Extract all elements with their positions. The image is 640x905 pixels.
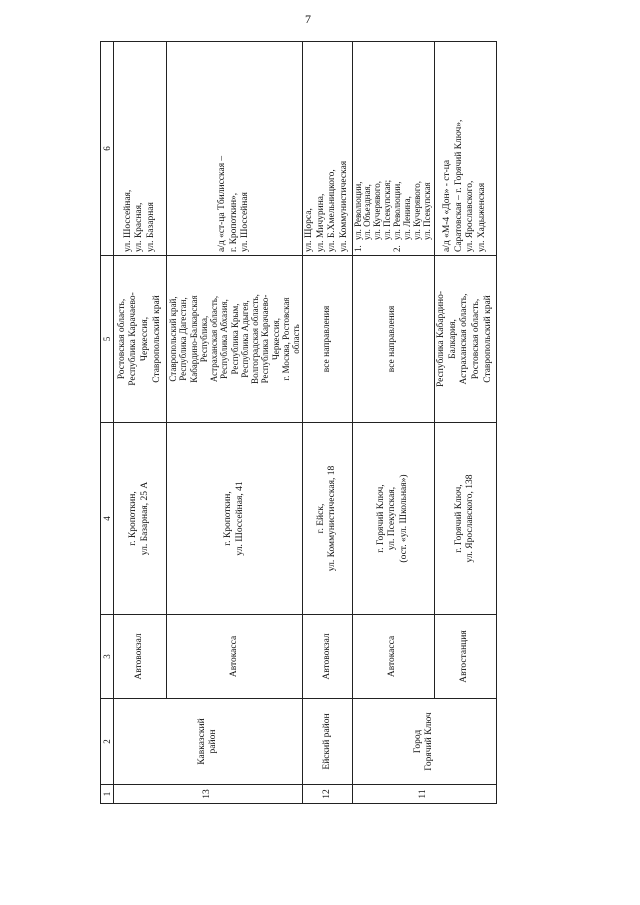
destination-line: Республика, <box>198 315 209 363</box>
row-number: 11 <box>352 785 496 804</box>
destination-line: Республика Адыгея, <box>239 300 250 378</box>
row-number: 12 <box>303 785 352 804</box>
route-line: ул. Шоссейная, <box>122 189 133 252</box>
area-cell: Ейский район <box>303 699 352 785</box>
destination-line: Ростовская область, <box>470 298 481 380</box>
header-col-6: 6 <box>101 42 114 256</box>
destination-line: Республика Карачаево- <box>260 294 271 384</box>
route-line: ул. Коммунистическая <box>338 160 349 252</box>
area-cell <box>352 699 496 785</box>
station-type-cell: Автовокзал <box>114 615 167 699</box>
header-col-1: 1 <box>101 785 114 804</box>
address-cell <box>303 423 352 615</box>
area-cell <box>114 699 303 785</box>
route-line: ул. Ярославского, <box>465 180 476 252</box>
header-row <box>101 42 114 804</box>
address-line: г. Горячий Ключ, <box>453 484 464 553</box>
route-line: ул. Б.Хмельницкого, <box>327 169 338 252</box>
route-list-number: 2. <box>392 245 403 252</box>
route-line: ул. Базарная <box>145 202 156 252</box>
area-line: Город <box>412 729 423 754</box>
destination-line: Республика Крым, <box>229 303 240 375</box>
destination-line: Балкария, <box>447 319 458 359</box>
address-line: ул. Псекупская, <box>387 486 398 551</box>
route-cell <box>434 42 496 256</box>
station-type-cell: Автокасса <box>167 615 303 699</box>
address-line: г. Горячий Ключ, <box>375 484 386 553</box>
route-line: ул. Мичурина, <box>315 193 326 252</box>
destination-line: Ставропольский край, <box>168 296 178 382</box>
destination-line: Черкессия, <box>270 318 281 360</box>
station-type-cell: Автовокзал <box>303 615 352 699</box>
route-line: ул. Шоссейная <box>240 192 251 252</box>
destination-line: г. Москва, Ростовская <box>280 297 291 381</box>
table-row <box>352 42 434 804</box>
route-line: Саратовская – г. Горячий Ключ», <box>453 119 464 252</box>
address-cell <box>114 423 167 615</box>
station-type-cell: Автостанция <box>434 615 496 699</box>
address-cell <box>352 423 434 615</box>
route-line: ул. Псекупская <box>421 182 432 240</box>
routes-table <box>100 41 497 804</box>
table-row <box>114 42 167 804</box>
address-line: г. Кропоткин, <box>128 491 139 546</box>
route-line: ул. Псекупская; <box>382 179 393 240</box>
destination-line: Республика Карачаево- <box>128 292 139 386</box>
route-line: ул. Ленина, <box>402 196 413 240</box>
route-cell <box>352 42 434 256</box>
area-line: район <box>208 729 219 754</box>
area-line: Горячий Ключ <box>424 712 435 771</box>
destination-line: Республика Дагестан, <box>178 297 189 381</box>
route-line: ул. Кучерявого, <box>411 181 422 240</box>
address-line: г. Кропоткин, <box>223 491 234 546</box>
destination-line: Ставропольский край <box>482 295 493 383</box>
row-number: 13 <box>114 785 303 804</box>
route-list-item <box>423 45 433 252</box>
route-line: ул. Кучерявого, <box>372 181 383 240</box>
route-line: ул. Хадыженская <box>476 182 487 252</box>
route-cell <box>303 42 352 256</box>
destination-line: Черкессия, <box>140 316 150 362</box>
header-col-3: 3 <box>101 615 114 699</box>
address-line: ул. Шоссейная, 41 <box>234 481 245 556</box>
address-line: ул. Ярославского, 138 <box>465 474 476 563</box>
destinations-cell: все направления <box>303 256 352 423</box>
route-cell <box>167 42 303 256</box>
destinations-cell <box>114 256 167 423</box>
route-cell <box>114 42 167 256</box>
destination-line: Ставропольский край <box>151 295 162 383</box>
destinations-cell <box>167 256 303 423</box>
route-line: ул. Революции, <box>392 181 403 240</box>
rotated-table-container <box>100 42 493 804</box>
table-row <box>167 42 303 804</box>
destination-line: Республика Абхазия, <box>219 299 230 379</box>
destination-line: Астраханская область, <box>459 293 470 385</box>
route-line: а/д «М-4 «Дон» - ст-ца <box>442 159 453 252</box>
route-line: г. Кропоткин», <box>228 192 239 252</box>
address-cell <box>434 423 496 615</box>
destinations-cell <box>434 256 496 423</box>
route-line: ул. Красная, <box>134 202 145 252</box>
destination-line: Ростовская область, <box>116 298 127 380</box>
destinations-cell: все направления <box>352 256 434 423</box>
table-row <box>434 42 496 804</box>
route-line: ул. Объездная, <box>362 184 373 240</box>
route-line: ул. Революции, <box>352 181 363 240</box>
header-col-4: 4 <box>101 423 114 615</box>
destination-line: Астраханская область, <box>209 295 219 383</box>
route-list-number: 1. <box>352 245 363 252</box>
address-cell <box>167 423 303 615</box>
route-line: а/д «ст-ца Тбилисская – <box>217 155 228 252</box>
station-type-cell: Автокасса <box>352 615 434 699</box>
area-line: Кавказский <box>196 718 207 765</box>
header-col-5: 5 <box>101 256 114 423</box>
destination-line: область <box>291 324 301 354</box>
address-line: ул. Базарная, 25 А <box>140 481 150 556</box>
address-line: ул. Коммунистическая, 18 <box>327 465 338 572</box>
destination-line: Волгоградская область, <box>250 294 260 384</box>
page-number: 7 <box>305 12 311 26</box>
address-line: (ост. «ул. Школьная») <box>398 474 409 563</box>
destination-line: Кабардино-Балкарская <box>188 295 199 383</box>
table-row <box>303 42 352 804</box>
destination-line: Республика Кабардино- <box>436 290 447 388</box>
route-line: ул. Щорса, <box>304 208 315 252</box>
header-col-2: 2 <box>101 699 114 785</box>
address-line: г. Ейск, <box>315 503 326 534</box>
